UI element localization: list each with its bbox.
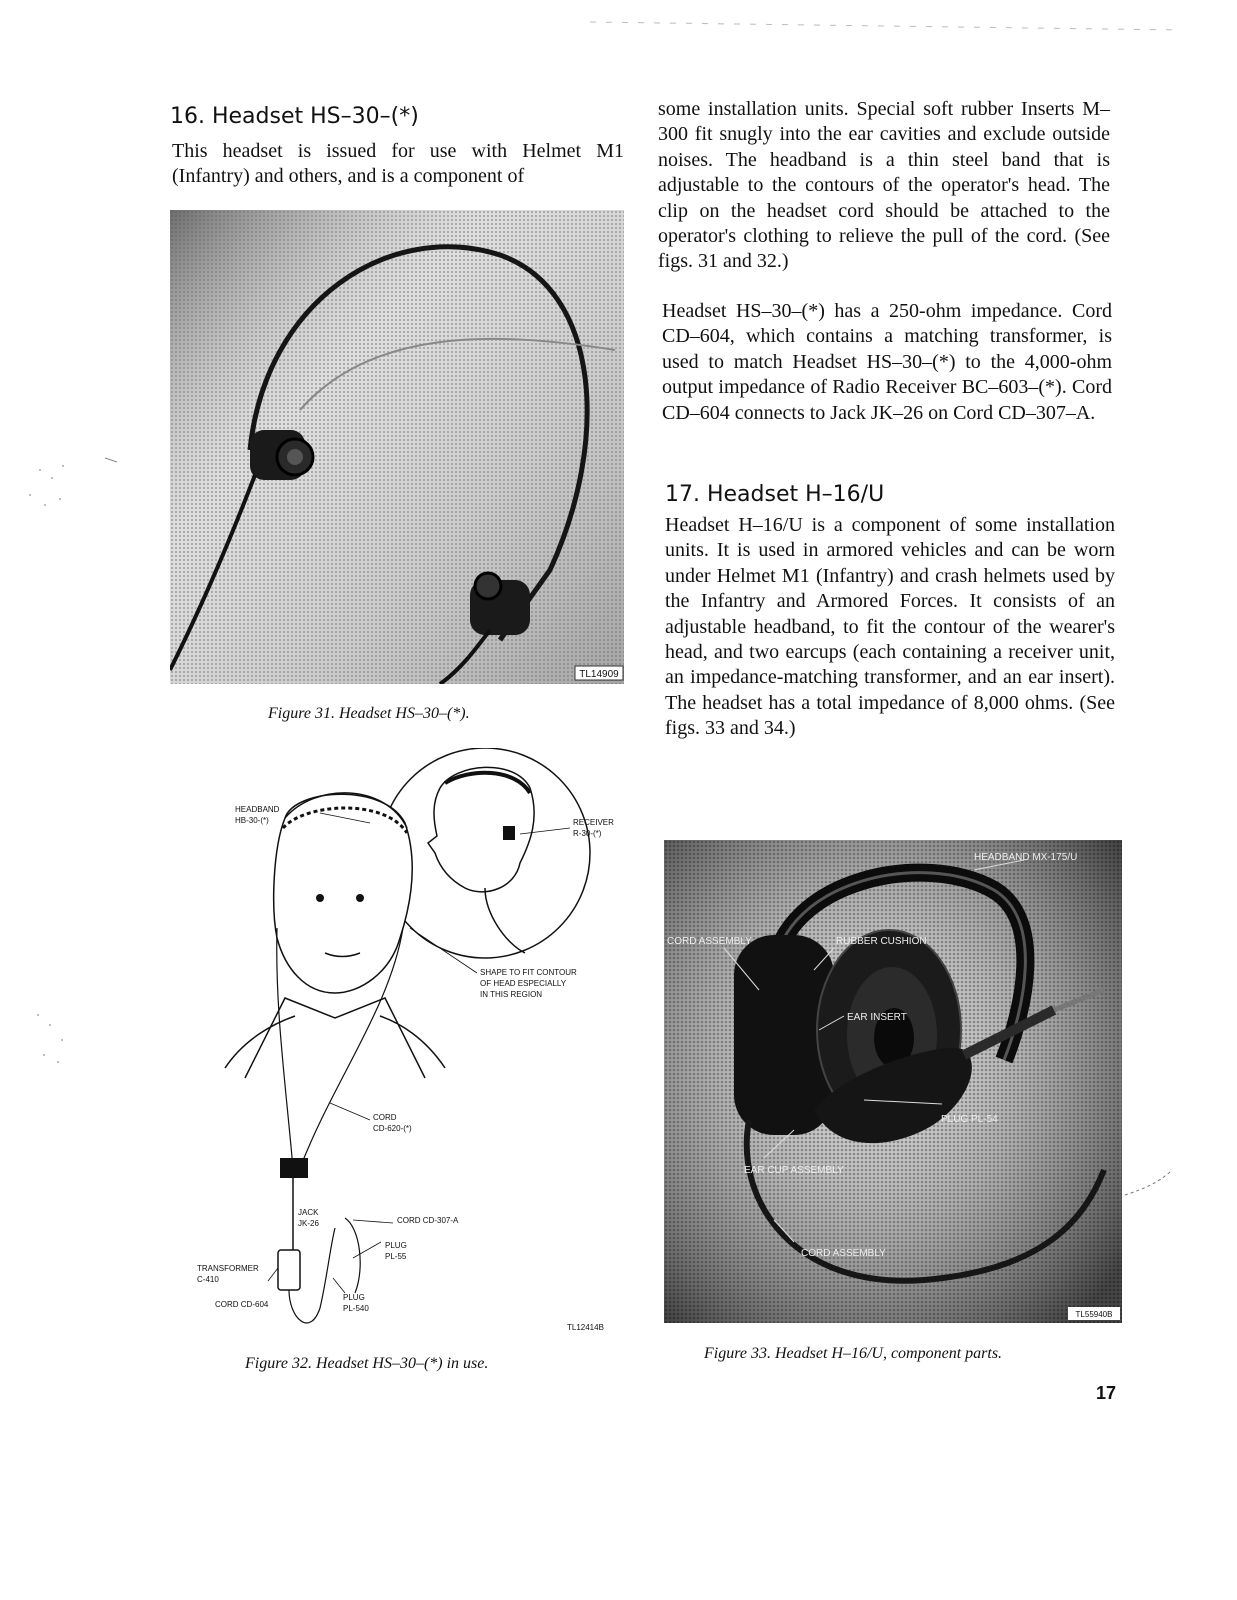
label-cord-604: CORD CD-604 (215, 1300, 269, 1309)
label-shape-2: OF HEAD ESPECIALLY (480, 979, 567, 988)
page-number: 17 (1096, 1383, 1117, 1403)
label-plug-55: PLUG (385, 1241, 407, 1250)
label-transformer-part: C-410 (197, 1275, 219, 1284)
label-transformer: TRANSFORMER (197, 1264, 259, 1273)
figure-31-plate-id: TL14909 (579, 669, 619, 680)
label-jack: JACK (298, 1208, 319, 1217)
label-shape-3: IN THIS REGION (480, 990, 543, 999)
figure-32-plate-id: TL12414B (567, 1323, 604, 1332)
label-cord-part: CD-620-(*) (373, 1124, 412, 1133)
label-headband-part: HB-30-(*) (235, 816, 269, 825)
label-ear-cup-assembly: EAR CUP ASSEMBLY (744, 1165, 844, 1176)
label-headband: HEADBAND (235, 805, 280, 814)
section-16-paragraph: This headset is issued for use with Helmet M1 (Infantry) and others, and is a component of (172, 140, 624, 188)
label-receiver: RECEIVER (573, 818, 614, 827)
section-16-heading: 16. Headset HS–30–(*) (170, 104, 419, 129)
figure-33-plate-id: TL55940B (1075, 1310, 1113, 1319)
section-17-heading: 17. Headset H–16/U (665, 482, 885, 507)
figure-32-caption: Figure 32. Headset HS–30–(*) in use. (245, 1355, 489, 1372)
label-cord-assembly-top: CORD ASSEMBLY (667, 936, 752, 947)
figure-33-photo (664, 840, 1122, 1323)
section-17-paragraph: Headset H–16/U is a component of some installation units. It is used in armored vehicles and can be worn under Helmet M1 (Infantry) and crash helmets used by the Infantry and Armored Forces. It consists of an adjustable headband, to fit the contour of the wearer's head, and two earcups (each containing a receiver unit, an impedance-matching transformer, and an ear insert). The headset has a total impedance of 8,000 ohms. (See figs. 33 and 34.) (665, 514, 1115, 740)
figure-33-caption: Figure 33. Headset H–16/U, component parts. (704, 1345, 1003, 1362)
label-ear-insert: EAR INSERT (847, 1012, 907, 1023)
label-rubber-cushion: RUBBER CUSHION (836, 936, 927, 947)
label-cord-307: CORD CD-307-A (397, 1216, 459, 1225)
label-plug-540-part: PL-540 (343, 1304, 369, 1313)
label-headband-mx175u: HEADBAND MX-175/U (974, 852, 1078, 863)
label-cord-assembly-bottom: CORD ASSEMBLY (801, 1248, 886, 1259)
column-2-paragraph-1: some installation units. Special soft rubber Inserts M–300 fit snugly into the ear cavities and exclude outside noises. The headband is a thin steel band that is adjustable to the contours of the operator's head. The clip on the headset cord should be attached to the operator's clothing to relieve the pull of the cord. (See figs. 31 and 32.) (658, 98, 1110, 273)
figure-32-illustration (185, 748, 625, 1338)
label-cord: CORD (373, 1113, 397, 1122)
label-shape-1: SHAPE TO FIT CONTOUR (480, 968, 577, 977)
label-plug-540: PLUG (343, 1293, 365, 1302)
label-plug-55-part: PL-55 (385, 1252, 407, 1261)
label-receiver-part: R-30-(*) (573, 829, 602, 838)
column-2-paragraph-2: Headset HS–30–(*) has a 250-ohm impedance. Cord CD–604, which contains a matching transformer, is used to match Headset HS–30–(*) to the 4,000-ohm output impedance of Radio Receiver BC–603–(*). Cord CD–604 connects to Jack JK–26 on Cord CD–307–A. (662, 300, 1112, 424)
figure-31-caption: Figure 31. Headset HS–30–(*). (268, 705, 470, 722)
label-jack-part: JK-26 (298, 1219, 319, 1228)
label-plug-pl54: PLUG PL-54 (941, 1114, 998, 1125)
figure-31-photo (170, 210, 624, 684)
